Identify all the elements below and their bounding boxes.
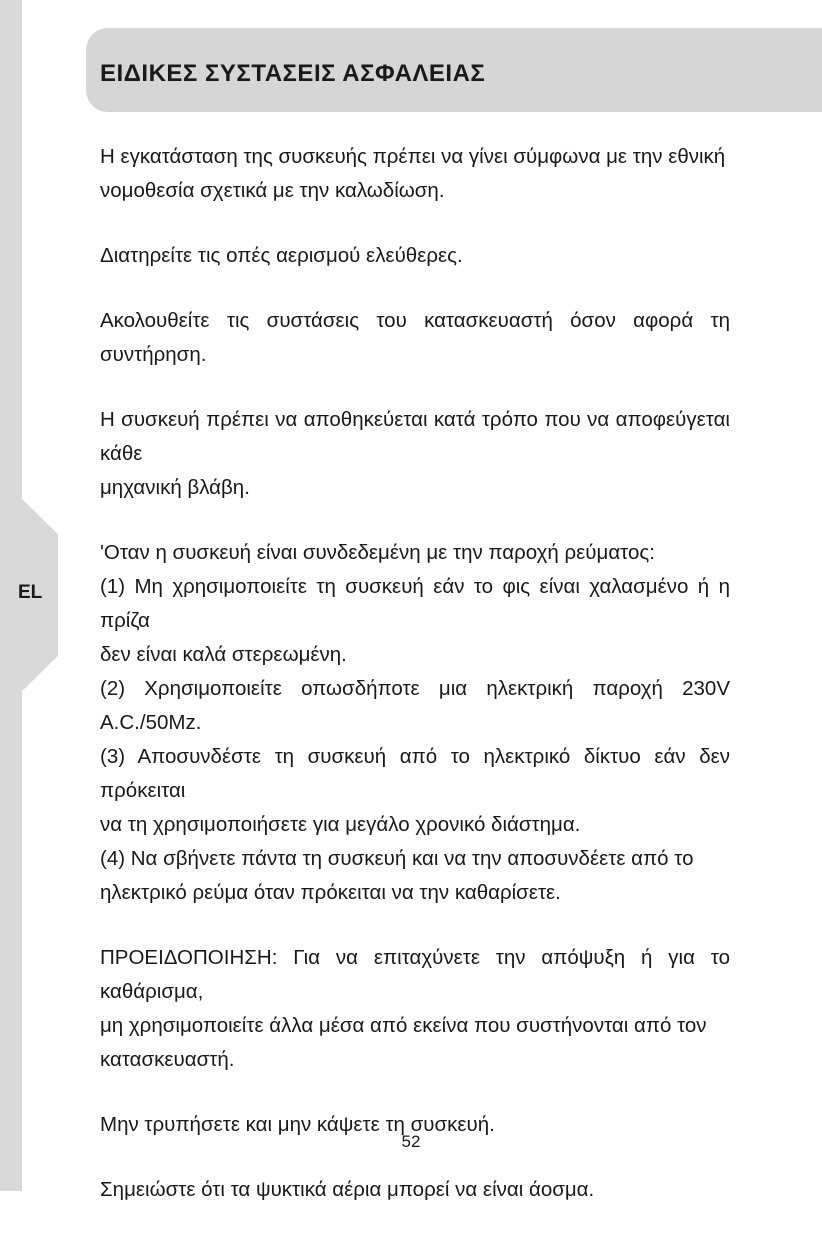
paragraph-refrigerant <box>100 1173 730 1207</box>
paragraph-maintenance <box>100 304 730 372</box>
text-line: ΠΡΟΕΙΔΟΠΟΙΗΣΗ: Για να επιταχύνετε την απόψυξη ή για το καθάρισμα, <box>100 946 730 1003</box>
paragraph-power-supply <box>100 536 730 910</box>
text-line: δεν είναι καλά στερεωμένη. <box>100 643 347 666</box>
text-line: Η συσκευή πρέπει να αποθηκεύεται κατά τρόπο που να αποφεύγεται κάθε <box>100 408 730 465</box>
content-body <box>100 140 730 1238</box>
text-line: (2) Χρησιμοποιείτε οπωσδήποτε μια ηλεκτρική παροχή 230V A.C./50Mz. <box>100 677 730 734</box>
text-line: μηχανική βλάβη. <box>100 476 250 499</box>
text-line: Μην τρυπήσετε και μην κάψετε τη συσκευή. <box>100 1113 495 1136</box>
text-line: νομοθεσία σχετικά με την καλωδίωση. <box>100 179 445 202</box>
paragraph-storage <box>100 403 730 505</box>
text-line: Ακολουθείτε τις συστάσεις του κατασκευαστή όσον αφορά τη συντήρηση. <box>100 309 730 366</box>
text-line: Σημειώστε ότι τα ψυκτικά αέρια μπορεί να είναι άοσμα. <box>100 1178 595 1201</box>
text-line: να τη χρησιμοποιήσετε για μεγάλο χρονικό διάστημα. <box>100 813 581 836</box>
text-line: (1) Μη χρησιμοποιείτε τη συσκευή εάν το φις είναι χαλασμένο ή η πρίζα <box>100 575 730 632</box>
text-line: Διατηρείτε τις οπές αερισμού ελεύθερες. <box>100 244 463 267</box>
text-line: ηλεκτρικό ρεύμα όταν πρόκειται να την καθαρίσετε. <box>100 881 561 904</box>
text-line: (4) Να σβήνετε πάντα τη συσκευή και να την αποσυνδέετε από το <box>100 847 694 870</box>
text-line: μη χρησιμοποιείτε άλλα μέσα από εκείνα που συστήνονται από τον <box>100 1014 707 1037</box>
language-label: EL <box>18 582 43 603</box>
paragraph-wiring <box>100 140 730 208</box>
text-line: (3) Αποσυνδέστε τη συσκευή από το ηλεκτρικό δίκτυο εάν δεν πρόκειται <box>100 745 730 802</box>
paragraph-warning <box>100 941 730 1077</box>
page-number: 52 <box>401 1132 421 1151</box>
text-line: Η εγκατάσταση της συσκευής πρέπει να γίνει σύμφωνα με την εθνική <box>100 145 726 168</box>
text-line: 'Οταν η συσκευή είναι συνδεδεμένη με την παροχή ρεύματος: <box>100 541 655 564</box>
paragraph-ventilation <box>100 239 730 273</box>
text-line: κατασκευαστή. <box>100 1048 235 1071</box>
page-title: ΕΙΔΙΚΕΣ ΣΥΣΤΑΣΕΙΣ ΑΣΦΑΛΕΙΑΣ <box>100 60 486 87</box>
